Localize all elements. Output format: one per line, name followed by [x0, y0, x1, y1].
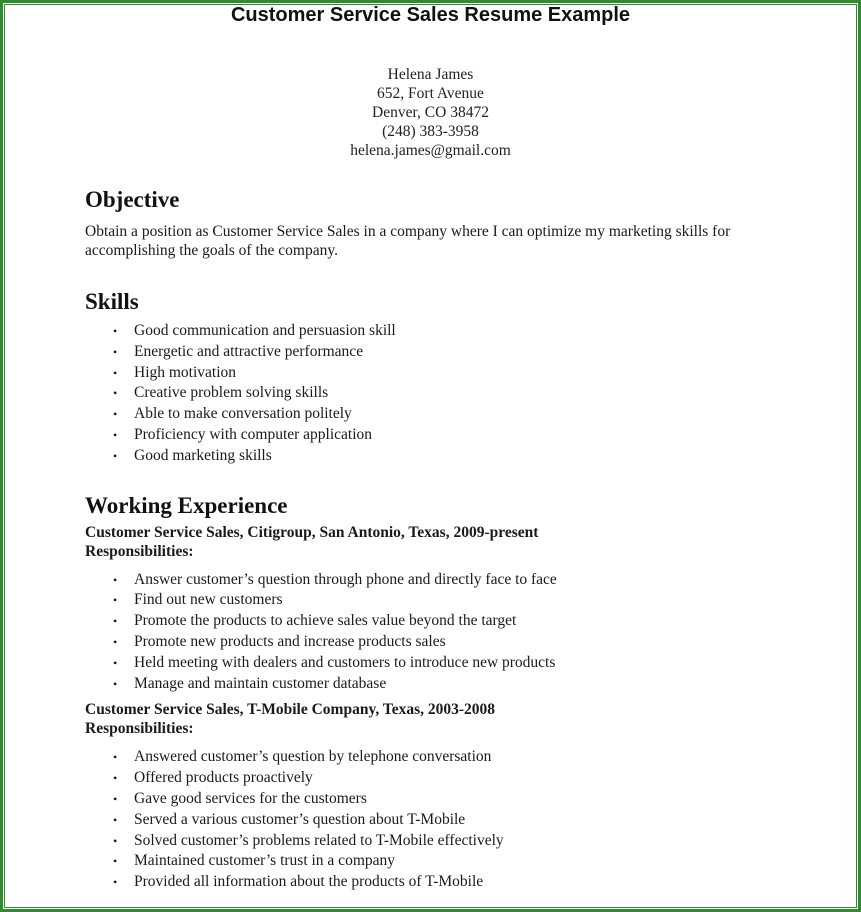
- list-item: [85, 768, 785, 789]
- contact-street: 652, Fort Avenue: [377, 85, 484, 102]
- contact-block: [0, 65, 861, 160]
- responsibility-text: Promote new products and increase products sales: [134, 632, 446, 650]
- bullet-icon: •: [113, 875, 118, 890]
- bullet-icon: •: [113, 572, 118, 587]
- skill-text: High motivation: [134, 363, 237, 381]
- list-item: [85, 446, 785, 467]
- contact-city: Denver, CO 38472: [372, 104, 489, 121]
- bullet-icon: •: [113, 791, 118, 806]
- list-item: [85, 851, 785, 872]
- list-item: [85, 363, 785, 384]
- responsibility-text: Find out new customers: [134, 591, 283, 609]
- list-item: [85, 653, 785, 674]
- list-item: [85, 810, 785, 831]
- skill-text: Good marketing skills: [134, 446, 272, 464]
- resume-body: [85, 184, 785, 893]
- responsibility-text: Promote the products to achieve sales value beyond the target: [134, 612, 517, 630]
- bullet-icon: •: [113, 407, 118, 422]
- list-item: [85, 383, 785, 404]
- list-item: [85, 611, 785, 632]
- bullet-icon: •: [113, 812, 118, 827]
- objective-text: Obtain a position as Customer Service Sales in a company where I can optimize my marketing skills for accomplishing the goals of the company.: [85, 223, 731, 259]
- bullet-icon: •: [113, 833, 118, 848]
- list-item: [85, 831, 785, 852]
- bullet-icon: •: [113, 854, 118, 869]
- list-item: [85, 342, 785, 363]
- contact-phone: (248) 383-3958: [382, 123, 479, 140]
- list-item: [85, 872, 785, 893]
- responsibility-text: Offered products proactively: [134, 769, 313, 787]
- skills-heading: Skills: [85, 289, 139, 314]
- bullet-icon: •: [113, 365, 118, 380]
- list-item: [85, 632, 785, 653]
- list-item: [85, 404, 785, 425]
- responsibilities-label: Responsibilities:: [85, 720, 194, 738]
- experience-heading: Working Experience: [85, 492, 288, 518]
- job-entry: [85, 523, 785, 695]
- bullet-icon: •: [113, 448, 118, 463]
- bullet-icon: •: [113, 324, 118, 338]
- responsibilities-label: Responsibilities:: [85, 542, 194, 560]
- responsibility-text: Gave good services for the customers: [134, 789, 367, 807]
- list-item: [85, 590, 785, 611]
- objective-section: [85, 184, 785, 260]
- skills-list: [85, 321, 785, 467]
- bullet-icon: •: [113, 593, 118, 608]
- job-title: Customer Service Sales, Citigroup, San Antonio, Texas, 2009-present: [85, 523, 539, 541]
- bullet-icon: •: [113, 344, 118, 359]
- responsibility-text: Held meeting with dealers and customers to introduce new products: [134, 653, 556, 671]
- job-title: Customer Service Sales, T-Mobile Company, Texas, 2003-2008: [85, 701, 496, 719]
- page-title: Customer Service Sales Resume Example: [230, 4, 631, 26]
- bullet-icon: •: [113, 386, 118, 401]
- skill-text: Creative problem solving skills: [134, 384, 329, 402]
- responsibility-text: Answered customer’s question by telephone conversation: [134, 748, 492, 766]
- list-item: [85, 674, 785, 695]
- job-entry: [85, 700, 785, 893]
- responsibility-text: Manage and maintain customer database: [134, 674, 387, 692]
- skill-text: Able to make conversation politely: [134, 405, 352, 423]
- responsibility-text: Served a various customer’s question about T-Mobile: [134, 810, 466, 828]
- skill-text: Good communication and persuasion skill: [134, 322, 396, 339]
- responsibility-text: Maintained customer’s trust in a company: [134, 852, 396, 870]
- bullet-icon: •: [113, 655, 118, 670]
- responsibility-text: Solved customer’s problems related to T-Mobile effectively: [134, 831, 504, 849]
- contact-name: Helena James: [387, 66, 474, 83]
- responsibility-text: Provided all information about the products of T-Mobile: [134, 873, 484, 891]
- bullet-icon: •: [113, 771, 118, 786]
- list-item: [85, 789, 785, 810]
- list-item: [85, 570, 785, 591]
- experience-section: [85, 490, 785, 893]
- bullet-icon: •: [113, 427, 118, 442]
- bullet-icon: •: [113, 750, 118, 765]
- bullet-icon: •: [113, 676, 118, 691]
- responsibilities-list: [85, 747, 785, 893]
- skill-text: Proficiency with computer application: [134, 425, 373, 443]
- responsibilities-list: [85, 570, 785, 695]
- bullet-icon: •: [113, 614, 118, 629]
- list-item: [85, 747, 785, 768]
- bullet-icon: •: [113, 634, 118, 649]
- responsibility-text: Answer customer’s question through phone and directly face to face: [134, 570, 557, 588]
- list-item: [85, 425, 785, 446]
- contact-email: helena.james@gmail.com: [350, 142, 511, 159]
- skills-section: [85, 286, 785, 467]
- skill-text: Energetic and attractive performance: [134, 342, 364, 360]
- objective-heading: Objective: [85, 187, 180, 212]
- list-item: [85, 321, 785, 342]
